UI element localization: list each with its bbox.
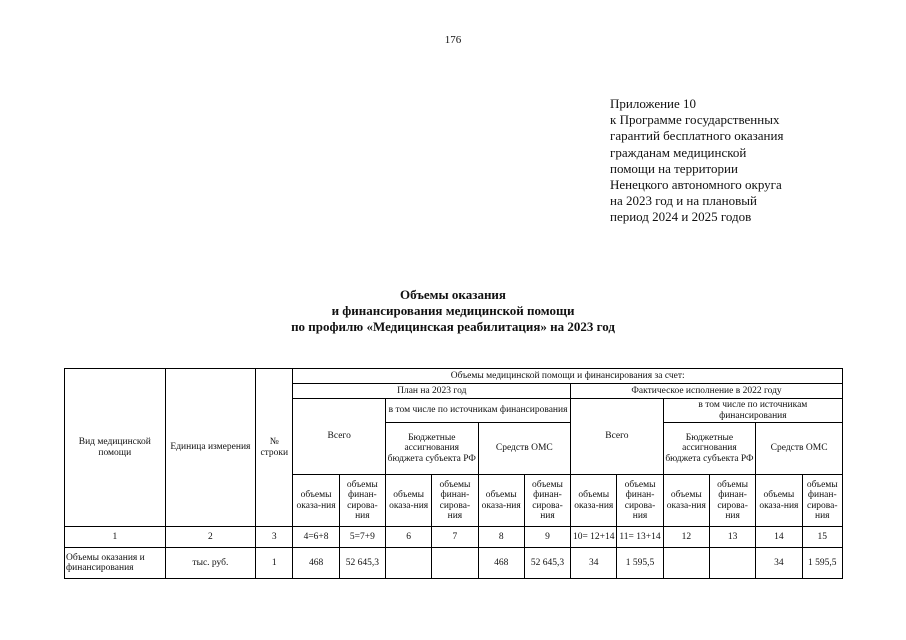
column-number: 4=6+8 (293, 527, 339, 548)
finance-header: объемы финан-сирова-ния (709, 475, 755, 527)
cell-plan-budget-volume (385, 548, 431, 579)
appendix-note (610, 96, 870, 226)
volume-header: объемы оказа-ния (478, 475, 524, 527)
column-number: 11= 13+14 (617, 527, 663, 548)
column-number: 8 (478, 527, 524, 548)
appendix-line: гражданам медицинской (610, 144, 747, 160)
appendix-line: Приложение 10 (610, 96, 697, 111)
volume-header: объемы оказа-ния (663, 475, 709, 527)
row-unit: тыс. руб. (165, 548, 256, 579)
volume-header: объемы оказа-ния (385, 475, 431, 527)
volumes-table (64, 368, 843, 579)
row-name: Объемы оказания и финансирования (65, 548, 166, 579)
fact-sources-header: в том числе по источникам финансирования (663, 399, 842, 423)
title-line: Объемы оказания (400, 287, 506, 302)
finance-header: объемы финан-сирова-ния (802, 475, 842, 527)
fact-header: Фактическое исполнение в 2022 году (571, 384, 843, 399)
cell-plan-total-finance: 52 645,3 (339, 548, 385, 579)
appendix-line: гарантий бесплатного оказания (610, 128, 784, 144)
column-number: 2 (165, 527, 256, 548)
plan-header: План на 2023 год (293, 384, 571, 399)
column-number: 14 (756, 527, 802, 548)
finance-header: объемы финан-сирова-ния (524, 475, 570, 527)
column-number: 3 (256, 527, 293, 548)
finance-header: объемы финан-сирова-ния (432, 475, 478, 527)
col-header-unit: Единица измерения (165, 369, 256, 527)
column-number: 15 (802, 527, 842, 548)
group-header: Объемы медицинской помощи и финансирования за счет: (293, 369, 843, 384)
plan-oms-header: Средств ОМС (478, 423, 571, 475)
cell-plan-budget-finance (432, 548, 478, 579)
column-number: 12 (663, 527, 709, 548)
volume-header: объемы оказа-ния (293, 475, 339, 527)
cell-fact-total-finance: 1 595,5 (617, 548, 663, 579)
cell-fact-budget-finance (709, 548, 755, 579)
cell-fact-budget-volume (663, 548, 709, 579)
column-number-row (65, 527, 843, 548)
col-header-type: Вид медицинской помощи (65, 369, 166, 527)
document-title (0, 287, 906, 335)
row-number: 1 (256, 548, 293, 579)
fact-budget-header: Бюджетные ассигнования бюджета субъекта РФ (663, 423, 756, 475)
column-number: 7 (432, 527, 478, 548)
column-number: 1 (65, 527, 166, 548)
table-row (65, 548, 843, 579)
finance-header: объемы финан-сирова-ния (617, 475, 663, 527)
fact-total-header: Всего (571, 399, 664, 475)
cell-fact-oms-finance: 1 595,5 (802, 548, 842, 579)
page-number: 176 (444, 34, 462, 46)
appendix-line: период 2024 и 2025 годов (610, 209, 752, 225)
title-line: и финансирования медицинской помощи (331, 303, 575, 318)
appendix-line: помощи на территории (610, 160, 738, 176)
appendix-line: к Программе государственных (610, 112, 780, 128)
column-number: 13 (709, 527, 755, 548)
column-number: 9 (524, 527, 570, 548)
cell-fact-oms-volume: 34 (756, 548, 802, 579)
volume-header: объемы оказа-ния (571, 475, 617, 527)
fact-oms-header: Средств ОМС (756, 423, 843, 475)
finance-header: объемы финан-сирова-ния (339, 475, 385, 527)
plan-sources-header: в том числе по источникам финансирования (385, 399, 570, 423)
cell-plan-oms-volume: 468 (478, 548, 524, 579)
title-line: по профилю «Медицинская реабилитация» на 2023 год (291, 319, 615, 334)
col-header-row: № строки (256, 369, 293, 527)
appendix-line: на 2023 год и на плановый (610, 193, 757, 209)
volume-header: объемы оказа-ния (756, 475, 802, 527)
column-number: 5=7+9 (339, 527, 385, 548)
plan-total-header: Всего (293, 399, 386, 475)
cell-fact-total-volume: 34 (571, 548, 617, 579)
cell-plan-oms-finance: 52 645,3 (524, 548, 570, 579)
appendix-line: Ненецкого автономного округа (610, 177, 782, 193)
plan-budget-header: Бюджетные ассигнования бюджета субъекта РФ (385, 423, 478, 475)
column-number: 6 (385, 527, 431, 548)
cell-plan-total-volume: 468 (293, 548, 339, 579)
column-number: 10= 12+14 (571, 527, 617, 548)
